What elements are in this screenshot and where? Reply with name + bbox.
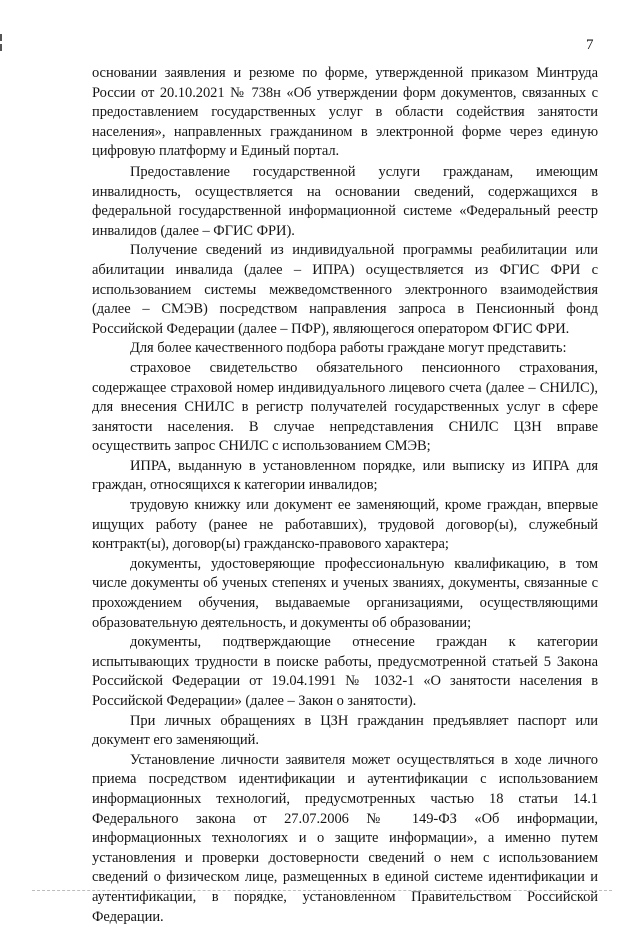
left-scan-mark — [0, 44, 2, 51]
list-item-ipra: ИПРА, выданную в установленном порядке, или выписку из ИПРА для граждан, относящихся к категории инвалидов; — [92, 457, 598, 494]
paragraph-optional-documents-intro: Для более качественного подбора работы граждане могут представить: — [130, 340, 567, 357]
list-item-qualification-documents: документы, удостоверяющие профессиональную квалификацию, в том числе документы об ученых степенях и ученых званиях, документы, связанные с прохождением обучения, выдаваемые организациями, осуществляющими образовательную деятельность, и документы об образовании; — [92, 555, 598, 631]
paragraph-identity-verification: Установление личности заявителя может осуществляться в ходе личного приема посредством идентификации и аутентификации с использованием информационных технологий, предусмотренных частью 18 статьи 14.1 Федерального закона от 27.07.2006 № 149-ФЗ «Об информации, информационных технологиях и о защите информации», а именно путем установления и проверки достоверности сведений о нем с использованием сведений о физическом лице, размещенных в единой системе идентификации и аутентификации, в порядке, установленном Правительством Российской Федерации. — [92, 751, 598, 925]
paragraph-passport: При личных обращениях в ЦЗН гражданин предъявляет паспорт или документ его заменяющий. — [92, 712, 598, 749]
list-item-work-book: трудовую книжку или документ ее заменяющий, кроме граждан, впервые ищущих работу (ранее не работавших), трудовой договор(ы), служебный контракт(ы), договор(ы) гражданско-правового характера; — [92, 497, 598, 553]
left-scan-mark — [0, 34, 2, 41]
paragraph-disability-service: Предоставление государственной услуги гражданам, имеющим инвалидность, осуществляется на основании сведений, содержащихся в федеральной государственной информационной системе «Федеральный реестр инвалидов (далее – ФГИС ФРИ). — [92, 163, 598, 239]
paragraph-continuation: основании заявления и резюме по форме, утвержденной приказом Минтруда России от 20.10.2021 № 738н «Об утверждении форм документов, связанных с предоставлением государственных услуг в области содействия занятости населения», направленных гражданином в электронной форме через единую цифровую платформу и Единый портал. — [92, 65, 598, 160]
document-body — [92, 64, 598, 927]
list-item-category-documents: документы, подтверждающие отнесение граждан к категории испытывающих трудности в поиске работы, предусмотренной статьей 5 Закона Российской Федерации от 19.04.1991 № 1032-1 «О занятости населения в Российской Федерации» (далее – Закон о занятости). — [92, 634, 598, 709]
paragraph-ipra-info: Получение сведений из индивидуальной программы реабилитации или абилитации инвалида (далее – ИПРА) осуществляется из ФГИС ФРИ с использованием системы межведомственного электронного взаимодействия (далее – СМЭВ) посредством направления запроса в Пенсионный фонд Российской Федерации (далее – ПФР), являющегося оператором ФГИС ФРИ. — [92, 242, 598, 337]
bottom-scan-line — [32, 890, 612, 891]
page-number: 7 — [586, 37, 594, 53]
list-item-snils: страховое свидетельство обязательного пенсионного страхования, содержащее страховой номер индивидуального лицевого счета (далее – СНИЛС), для внесения СНИЛС в регистр получателей государственных услуг в сфере занятости населения. В случае непредставления СНИЛС ЦЗН вправе осуществить запрос СНИЛС с использованием СМЭВ; — [92, 359, 598, 455]
